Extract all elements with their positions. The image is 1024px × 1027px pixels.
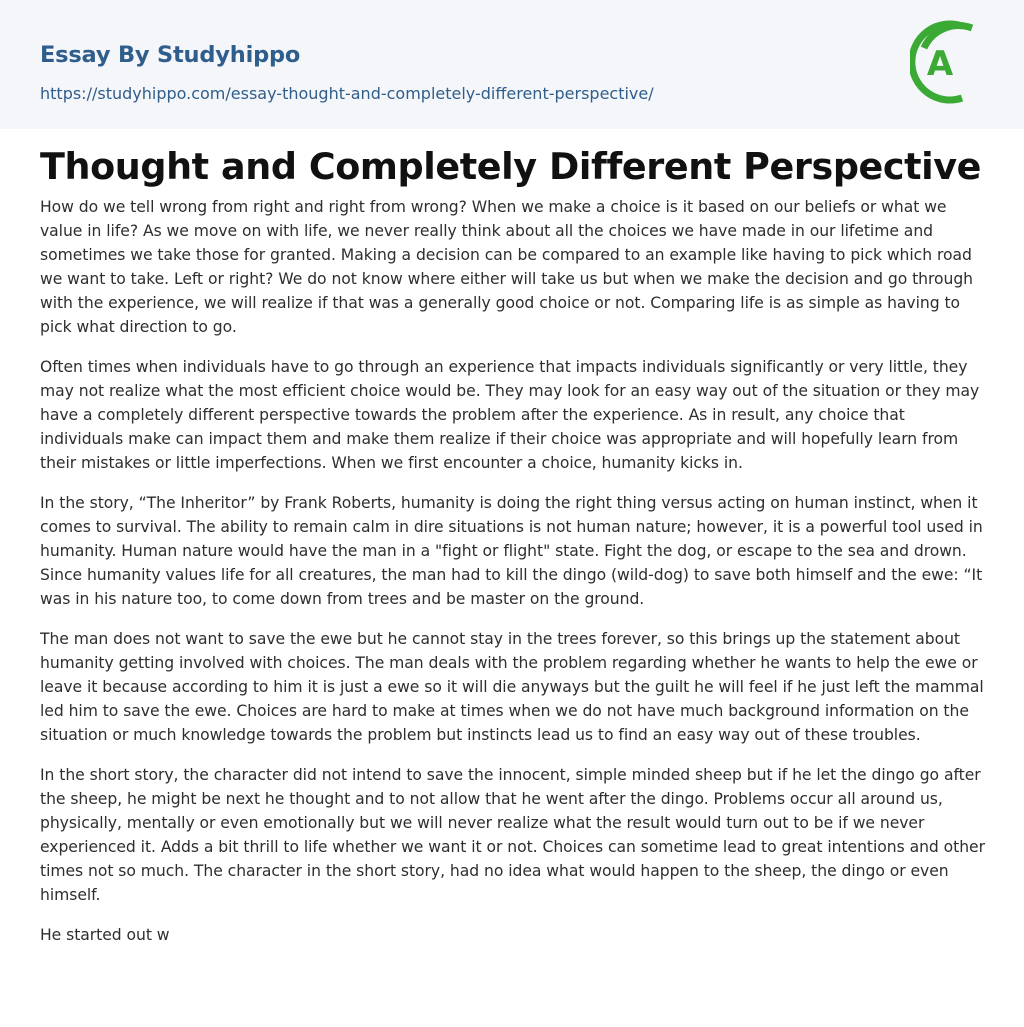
studyhippo-logo-icon[interactable] <box>910 18 988 106</box>
page-header <box>0 0 1024 129</box>
logo-letter: A <box>926 44 954 84</box>
essay-url-link[interactable]: https://studyhippo.com/essay-thought-and-completely-different-perspective/ <box>40 84 654 103</box>
site-brand[interactable]: Essay By Studyhippo <box>40 42 301 68</box>
essay-body <box>40 195 988 963</box>
essay-paragraph-6: He started out w <box>40 926 170 944</box>
essay-paragraph-4: The man does not want to save the ewe but he cannot stay in the trees forever, so this brings up the statement about humanity getting involved with choices. The man deals with the problem regarding whether he wants to help the ewe or leave it because according to him it is just a ewe so it will die anyways but the guilt he will feel if he just left the mammal led him to save the ewe. Choices are hard to make at times when we do not have much background information on the situation or much knowledge towards the problem but instincts lead us to find an easy way out of these troubles. <box>40 630 984 744</box>
essay-paragraph-3: In the story, “The Inheritor” by Frank Roberts, humanity is doing the right thing versus acting on human instinct, when it comes to survival. The ability to remain calm in dire situations is not human nature; however, it is a powerful tool used in humanity. Human nature would have the man in a "fight or flight" state. Fight the dog, or escape to the sea and drown. Since humanity values life for all creatures, the man had to kill the dingo (wild-dog) to save both himself and the ewe: “It was in his nature too, to come down from trees and be master on the ground. <box>40 494 983 608</box>
essay-paragraph-1: How do we tell wrong from right and right from wrong? When we make a choice is it based on our beliefs or what we value in life? As we move on with life, we never really think about all the choices we have made in our lifetime and sometimes we take those for granted. Making a decision can be compared to an example like having to pick which road we want to take. Left or right? We do not know where either will take us but when we make the decision and go through with the experience, we will realize if that was a generally good choice or not. Comparing life is as simple as having to pick what direction to go. <box>40 198 974 336</box>
essay-title: Thought and Completely Different Perspective <box>40 145 982 188</box>
essay-paragraph-5: In the short story, the character did not intend to save the innocent, simple minded sheep but if he let the dingo go after the sheep, he might be next he thought and to not allow that he went after the dingo. Problems occur all around us, physically, mentally or even emotionally but we will never realize what the result would turn out to be if we never experienced it. Adds a bit thrill to life whether we want it or not. Choices can sometime lead to great intentions and other times not so much. The character in the short story, had no idea what would happen to the sheep, the dingo or even himself. <box>40 766 985 904</box>
essay-paragraph-2: Often times when individuals have to go through an experience that impacts individuals significantly or very little, they may not realize what the most efficient choice would be. They may look for an easy way out of the situation or they may have a completely different perspective towards the problem after the experience. As in result, any choice that individuals make can impact them and make them realize if their choice was appropriate and will hopefully learn from their mistakes or little imperfections. When we first encounter a choice, humanity kicks in. <box>40 358 980 472</box>
